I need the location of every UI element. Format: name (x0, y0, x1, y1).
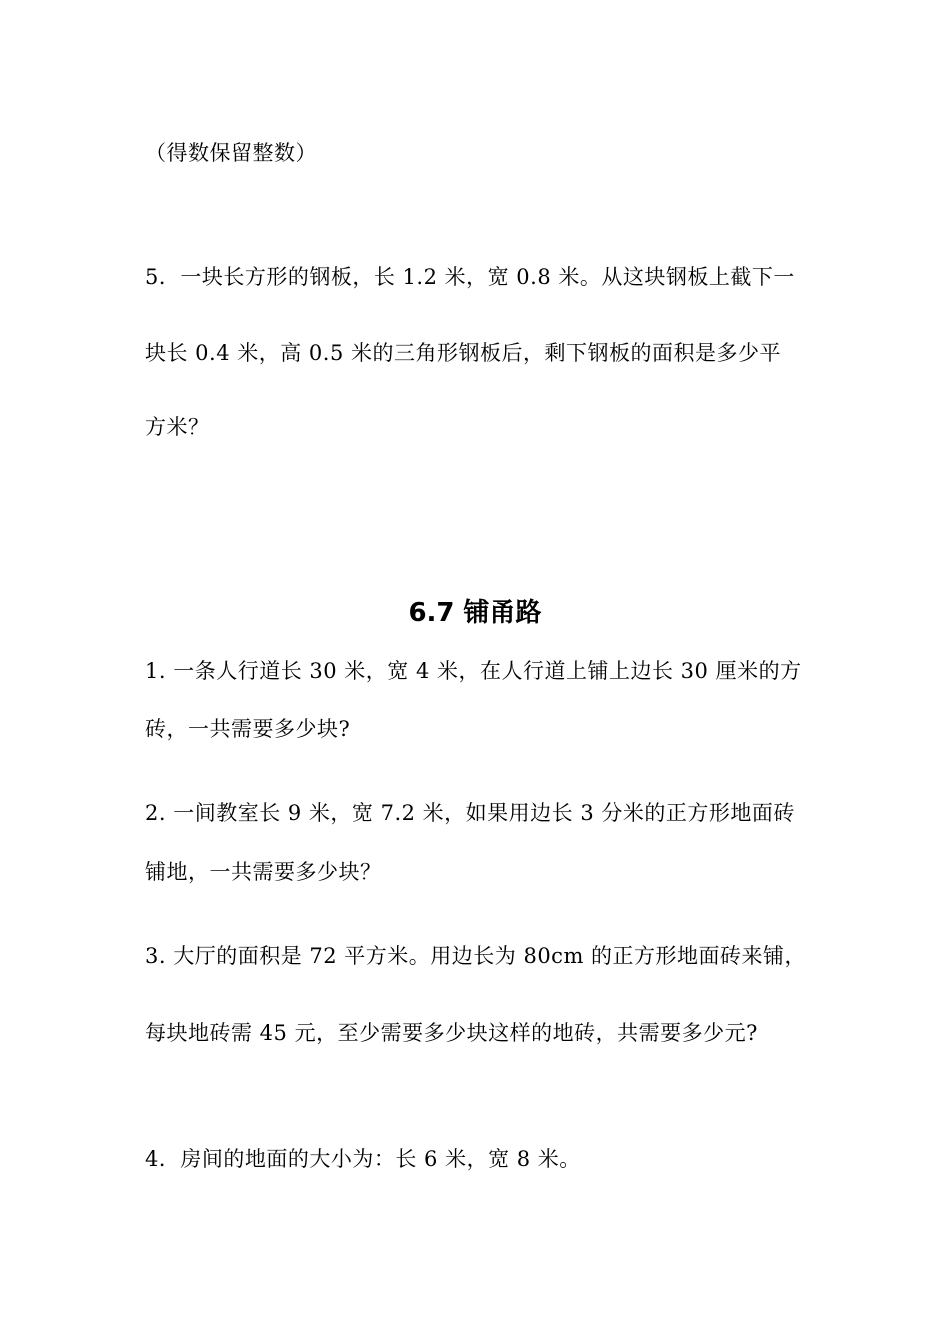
rounding-note: （得数保留整数） (145, 141, 317, 165)
problem-1-line-2: 砖，一共需要多少块? (145, 717, 351, 741)
problem-3-line-2: 每块地砖需 45 元，至少需要多少块这样的地砖，共需要多少元? (145, 1021, 758, 1045)
problem-2-line-2: 铺地，一共需要多少块？ (145, 860, 382, 884)
section-title: 6.7 铺甬路 (408, 598, 542, 628)
problem-1-line-1: 1. 一条人行道长 30 米，宽 4 米，在人行道上铺上边长 30 厘米的方 (145, 659, 802, 683)
problem-5-line-1: 5．一块长方形的钢板，长 1.2 米，宽 0.8 米。从这块钢板上截下一 (145, 265, 795, 289)
problem-5-line-3: 方米？ (145, 415, 210, 439)
problem-4-line-1: 4．房间的地面的大小为：长 6 米，宽 8 米。 (145, 1147, 581, 1171)
problem-2-line-1: 2. 一间教室长 9 米，宽 7.2 米，如果用边长 3 分米的正方形地面砖 (145, 801, 795, 825)
problem-3-line-1: 3. 大厅的面积是 72 平方米。用边长为 80cm 的正方形地面砖来铺， (145, 944, 807, 968)
problem-5-line-2: 块长 0.4 米，高 0.5 米的三角形钢板后，剩下钢板的面积是多少平 (145, 341, 781, 365)
